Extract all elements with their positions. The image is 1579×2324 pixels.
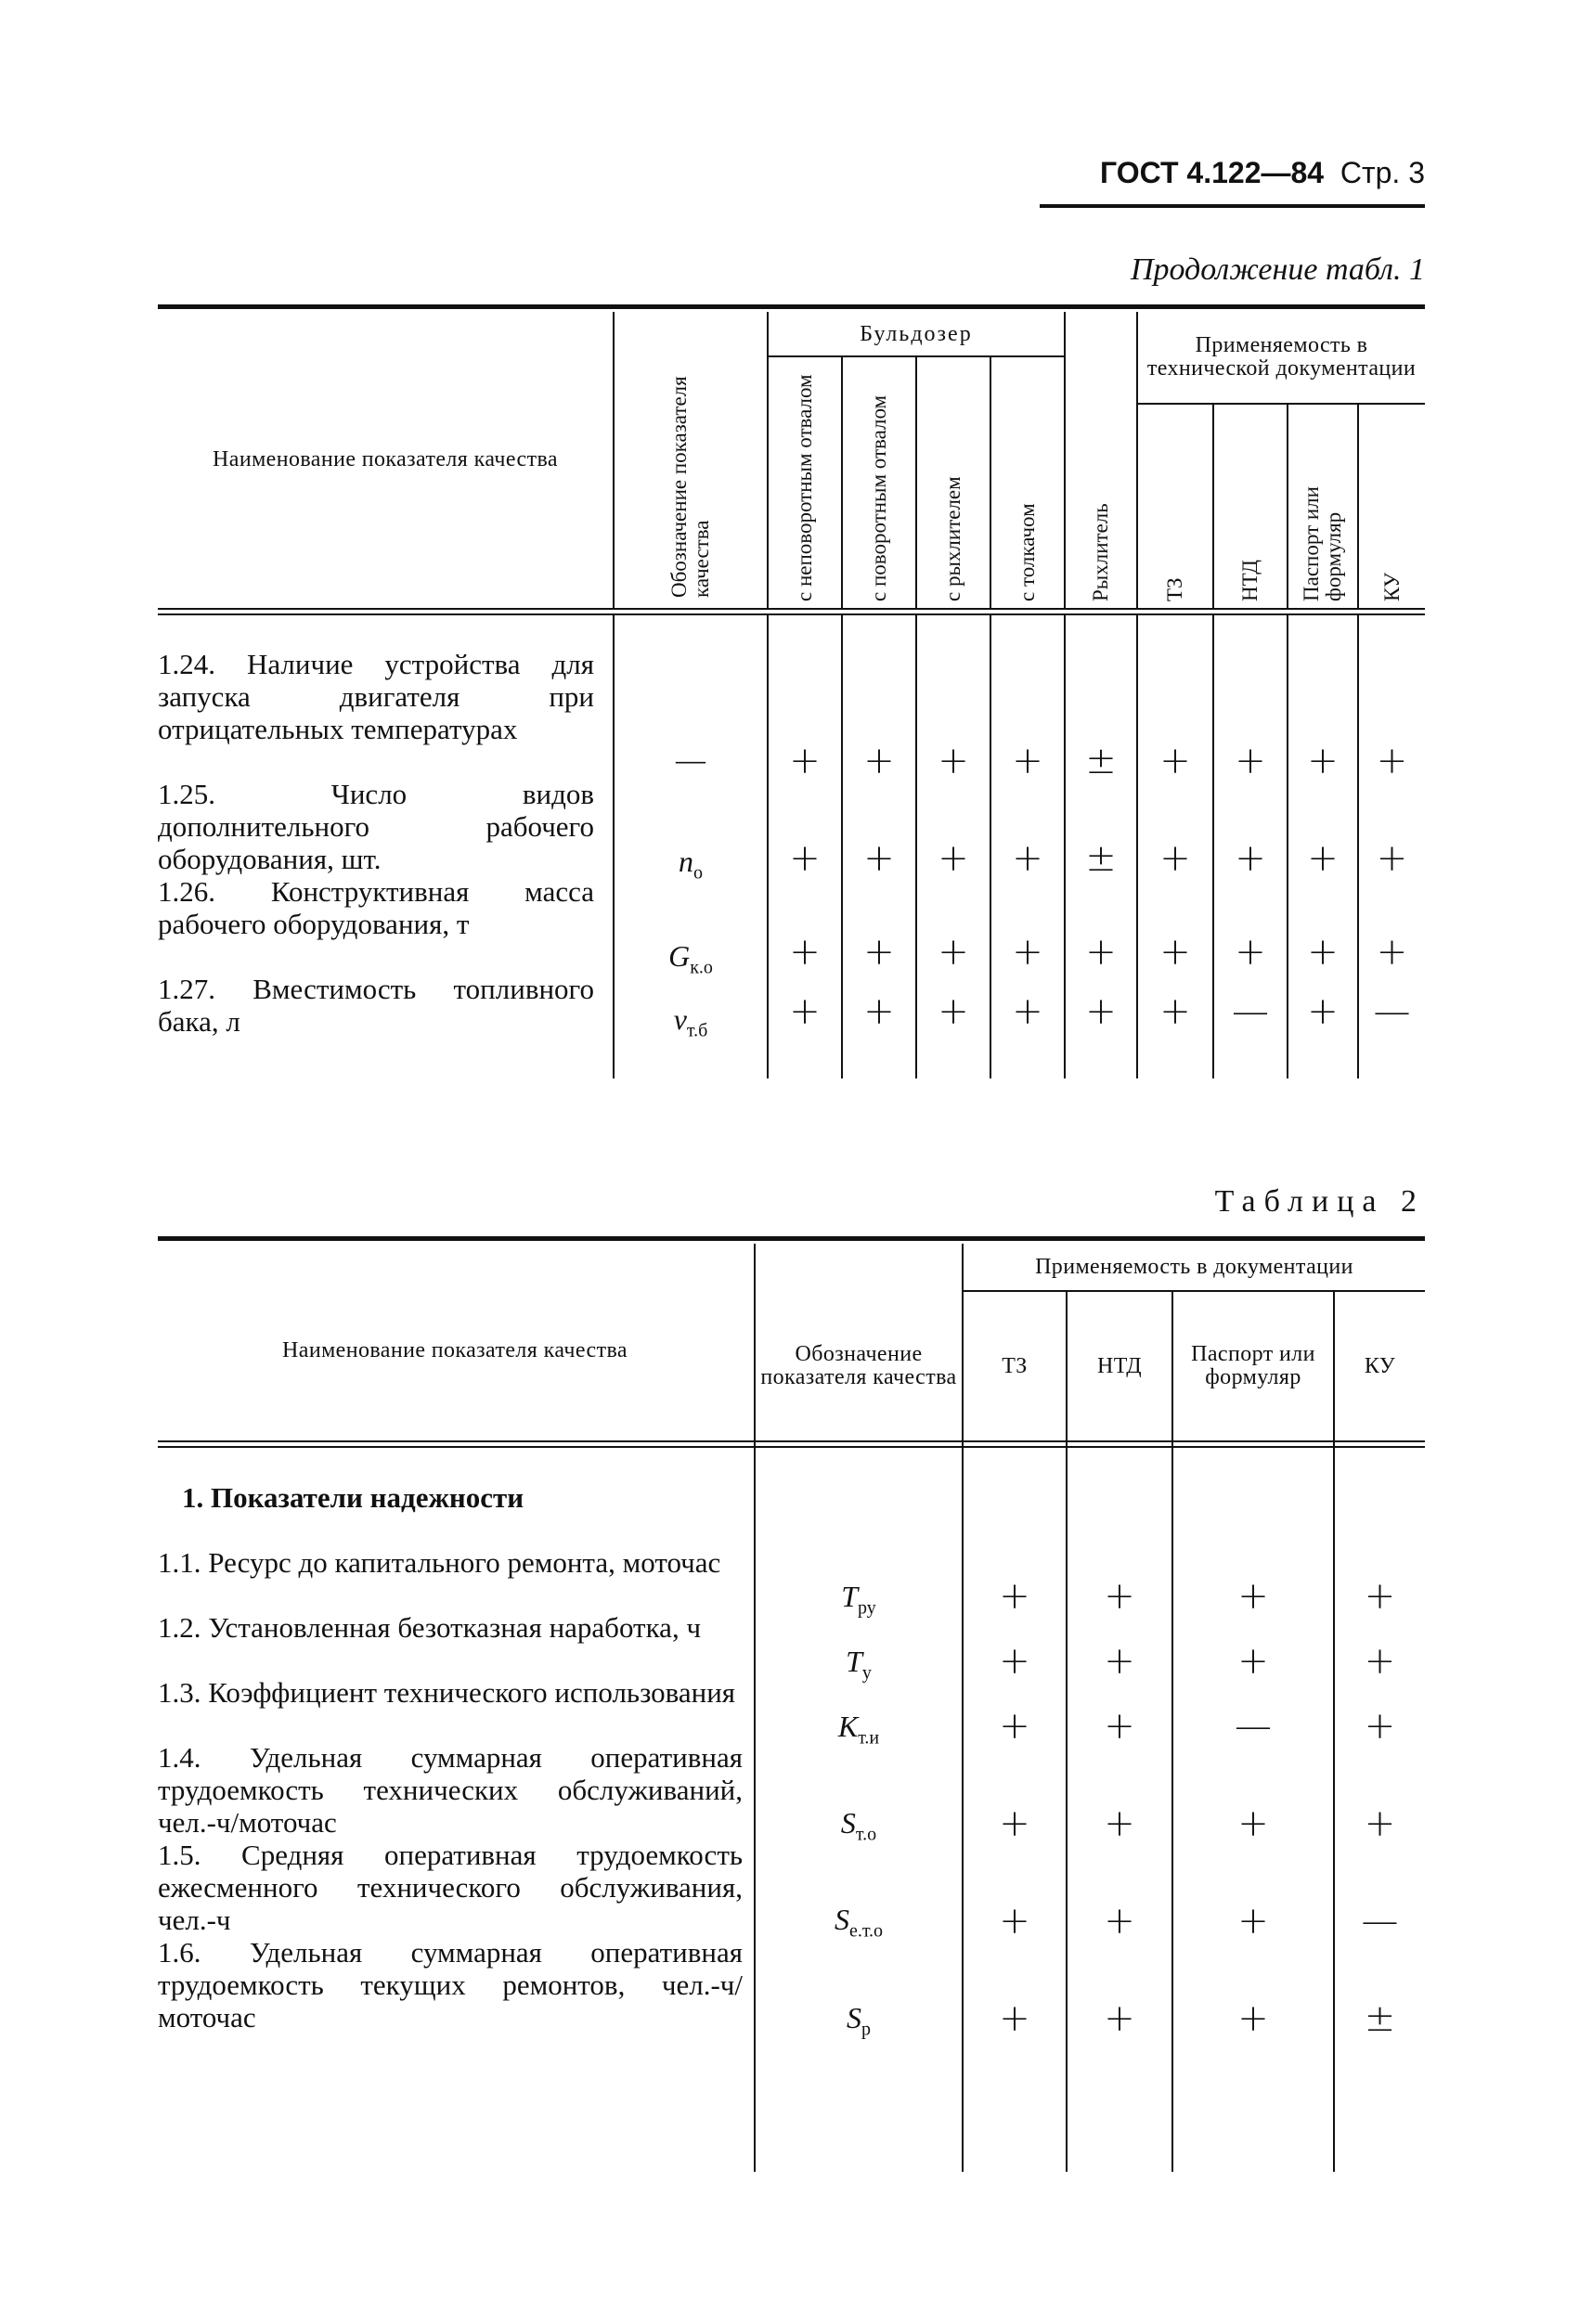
table2-caption: Таблица 2	[1214, 1184, 1425, 1219]
applicability-mark: —	[1232, 990, 1269, 1033]
applicability-mark: +	[999, 1900, 1030, 1943]
applicability-mark: +	[789, 837, 821, 880]
table1-header-doc-sub: ТЗ	[1163, 577, 1186, 601]
applicability-mark: +	[1012, 837, 1043, 880]
applicability-mark: +	[1307, 931, 1339, 974]
table1-row-name: 1.26. Конструктивная масса рабочего оборудования, т	[158, 875, 594, 940]
applicability-mark: +	[1159, 740, 1191, 782]
applicability-mark: +	[938, 931, 969, 974]
applicability-mark: +	[999, 1575, 1030, 1618]
table1-row-name: 1.27. Вместимость топливного бака, л	[158, 973, 594, 1038]
table2-row-symbol: $T_у$	[846, 1645, 872, 1684]
applicability-mark: +	[999, 1640, 1030, 1683]
table1-row-name: 1.25. Число видов дополнительного рабочего оборудования, шт.	[158, 778, 594, 875]
applicability-mark: +	[789, 931, 821, 974]
applicability-mark: +	[1104, 1900, 1135, 1943]
applicability-mark: +	[938, 990, 969, 1033]
applicability-mark: ±	[1085, 837, 1117, 880]
table2-row-symbol: $K_{т.и}$	[837, 1710, 880, 1749]
applicability-mark: —	[1235, 1705, 1272, 1748]
applicability-mark: +	[1104, 1705, 1135, 1748]
table1-group-rule	[1136, 403, 1425, 405]
page-number: Стр. 3	[1340, 156, 1425, 189]
applicability-mark: +	[1376, 837, 1408, 880]
applicability-mark: +	[938, 740, 969, 782]
applicability-mark: +	[1235, 837, 1266, 880]
table2-header-doc-sub: НТД	[1096, 1353, 1143, 1378]
table2-header-name: Наименование показателя качества	[282, 1337, 628, 1362]
applicability-mark: ±	[1364, 1997, 1396, 2040]
table1-row-symbol: $G_{к.о}$	[668, 939, 713, 978]
applicability-mark: +	[1364, 1640, 1396, 1683]
table1-continuation-caption: Продолжение табл. 1	[1130, 252, 1425, 287]
table1-header-symbol: Обозначение показателя качества	[667, 376, 713, 598]
table1-header-sub: с толкачом	[1016, 503, 1039, 601]
table1-row-symbol: $v_{т.б}$	[673, 1002, 708, 1041]
table1-header-name: Наименование показателя качества	[213, 446, 558, 471]
table1-header-rule	[158, 608, 1425, 615]
header-rule	[1040, 204, 1425, 208]
applicability-mark: +	[1104, 1640, 1135, 1683]
applicability-mark: +	[999, 1802, 1030, 1845]
applicability-mark: +	[1307, 990, 1339, 1033]
table2-header-rule	[158, 1440, 1425, 1448]
applicability-mark: +	[1237, 1900, 1269, 1943]
applicability-mark: +	[863, 740, 895, 782]
applicability-mark: +	[863, 931, 895, 974]
applicability-mark: —	[1361, 1900, 1399, 1943]
applicability-mark: +	[1376, 931, 1408, 974]
applicability-mark: +	[1307, 740, 1339, 782]
applicability-mark: +	[1104, 1575, 1135, 1618]
applicability-mark: +	[1237, 1997, 1269, 2040]
applicability-mark: +	[1364, 1802, 1396, 1845]
applicability-mark: +	[1012, 931, 1043, 974]
applicability-mark: +	[1159, 931, 1191, 974]
table2-row-name: 1.3. Коэффициент технического использования	[158, 1676, 736, 1709]
table2-row-symbol: $S_р$	[847, 2001, 871, 2040]
applicability-mark: +	[1104, 1802, 1135, 1845]
table1-header-ripper: Рыхлитель	[1089, 503, 1112, 601]
table1-header-sub: с поворотным отвалом	[867, 394, 890, 601]
table2-row-symbol: $S_{е.т.о}$	[834, 1903, 884, 1942]
table1-header-sub: с неповоротным отвалом	[793, 374, 816, 601]
applicability-mark: +	[1237, 1640, 1269, 1683]
table1-header-doc-sub: НТД	[1238, 560, 1262, 601]
table1-group-rule	[767, 355, 1064, 357]
table1-row-name: 1.24. Наличие устройства для запуска двигателя при отрицательных температурах	[158, 648, 594, 745]
table1-header-doc-sub: КУ	[1379, 572, 1404, 601]
applicability-mark: +	[1012, 740, 1043, 782]
applicability-mark: +	[1364, 1575, 1396, 1618]
applicability-mark: +	[1159, 837, 1191, 880]
table1-header-sub: с рыхлителем	[941, 476, 964, 601]
table1-top-rule	[158, 304, 1425, 309]
applicability-mark: +	[1364, 1705, 1396, 1748]
applicability-mark: +	[999, 1997, 1030, 2040]
applicability-mark: +	[999, 1705, 1030, 1748]
applicability-mark: +	[1307, 837, 1339, 880]
applicability-mark: +	[1012, 990, 1043, 1033]
applicability-mark: +	[863, 837, 895, 880]
table2-header-doc-sub: КУ	[1364, 1353, 1396, 1378]
table1-header-doc-sub: Паспорт или формуляр	[1300, 486, 1345, 601]
applicability-mark: +	[1085, 990, 1117, 1033]
table2-row-name: 1.5. Средняя оперативная трудоемкость ежесменного технического обслуживания, чел.-ч	[158, 1839, 743, 1936]
table2-header-doc-sub: ТЗ	[1002, 1353, 1028, 1378]
table1-row-symbol: $n_o$	[679, 845, 703, 884]
applicability-mark: ±	[1085, 740, 1117, 782]
applicability-mark: +	[1235, 931, 1266, 974]
applicability-mark: +	[1237, 1802, 1269, 1845]
applicability-mark: +	[1237, 1575, 1269, 1618]
applicability-mark: +	[863, 990, 895, 1033]
table2-header-doc: Применяемость в документации	[1035, 1254, 1353, 1279]
applicability-mark: —	[1373, 990, 1411, 1033]
table2-row-name: 1.1. Ресурс до капитального ремонта, моточас	[158, 1546, 721, 1579]
applicability-mark: +	[1104, 1997, 1135, 2040]
applicability-mark: +	[1376, 740, 1408, 782]
applicability-mark: +	[1235, 740, 1266, 782]
table1-header-bulldozer: Бульдозер	[860, 321, 973, 346]
table1-row-symbol: —	[676, 742, 705, 776]
table2-row-symbol: $S_{т.о}$	[840, 1806, 877, 1845]
table2-row-symbol: $T_{ру}$	[841, 1580, 876, 1619]
document-number: ГОСТ 4.122—84	[1100, 156, 1325, 189]
applicability-mark: +	[789, 990, 821, 1033]
table2-row-name: 1.6. Удельная суммарная оперативная трудоемкость текущих ремонтов, чел.-ч/моточас	[158, 1936, 743, 2034]
applicability-mark: +	[1159, 990, 1191, 1033]
applicability-mark: +	[1085, 931, 1117, 974]
table1-header-doc: Применяемость в технической документации	[1146, 333, 1417, 381]
applicability-mark: +	[938, 837, 969, 880]
table2-row-name: 1.4. Удельная суммарная оперативная трудоемкость технических обслуживаний, чел.-ч/моточас	[158, 1741, 743, 1839]
table2-section-title: 1. Показатели надежности	[182, 1481, 524, 1514]
table2-header-symbol: Обозначение показателя качества	[760, 1342, 957, 1389]
applicability-mark: +	[789, 740, 821, 782]
table2-row-name: 1.2. Установленная безотказная наработка, ч	[158, 1611, 702, 1644]
table2-header-doc-sub: Паспорт или формуляр	[1191, 1342, 1315, 1389]
running-header	[1081, 156, 1425, 190]
table2-top-rule	[158, 1236, 1425, 1241]
